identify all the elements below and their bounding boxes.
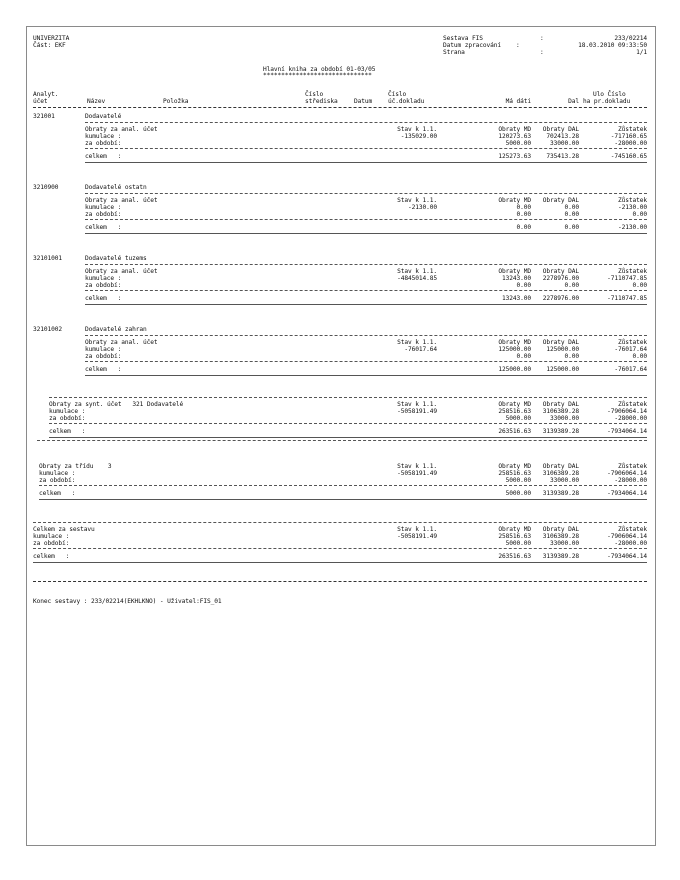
anal-kumulace-label: kumulace : (85, 204, 122, 211)
anal-stav: -4845014.85 (397, 275, 437, 282)
account-name: Dodavatelé (85, 113, 122, 120)
synt-obdobi-label: za období: (49, 415, 86, 422)
zaver-dal-label: Obraty DAL (542, 526, 579, 533)
anal-zust-label: Zůstatek (617, 268, 647, 275)
col-ha-pr-dokladu: ha pr.dokladu (583, 98, 631, 105)
anal-cum-dal: 702413.28 (546, 133, 579, 140)
anal-end-rule (85, 304, 647, 305)
footer-divider (33, 581, 647, 582)
anal-stav: -76017.64 (404, 346, 437, 353)
anal-celkem-label: celkem : (85, 224, 122, 231)
zaver-cum-dal: 3106389.28 (542, 533, 579, 540)
date-colon: : (516, 42, 520, 49)
synt-cum-dal: 3106389.28 (542, 408, 579, 415)
col-cislo-strediska: Číslo (305, 91, 324, 98)
anal-obraty-label: Obraty za anal. účet (85, 268, 158, 275)
anal-obraty-label: Obraty za anal. účet (85, 126, 158, 133)
anal-per-zust: 0.00 (632, 282, 647, 289)
anal-cum-dal: 125000.00 (546, 346, 579, 353)
anal-rule (85, 290, 647, 291)
trida-per-md: 5000.00 (505, 477, 531, 484)
report-label: Sestava FIS (443, 35, 483, 42)
trida-tot-zust: -7934064.14 (607, 490, 647, 497)
anal-per-md: 5000.00 (505, 140, 531, 147)
col-datum: Datum (354, 98, 373, 105)
account-name: Dodavatelé tuzems (85, 255, 147, 262)
anal-dal-label: Obraty DAL (542, 339, 579, 346)
trida-tot-dal: 3139389.28 (542, 490, 579, 497)
anal-cum-md: 125000.00 (498, 346, 531, 353)
report-number: 233/02214 (614, 35, 647, 42)
anal-zust-label: Zůstatek (617, 339, 647, 346)
anal-tot-dal: 0.00 (564, 224, 579, 231)
anal-md-label: Obraty MD (498, 126, 531, 133)
anal-cum-zust: -7110747.85 (607, 275, 647, 282)
anal-per-dal: 0.00 (564, 211, 579, 218)
anal-cum-md: 0.00 (516, 204, 531, 211)
anal-md-label: Obraty MD (498, 339, 531, 346)
anal-md-label: Obraty MD (498, 268, 531, 275)
synt-stav-label: Stav k 1.1. (397, 401, 437, 408)
trida-tot-md: 5000.00 (505, 490, 531, 497)
anal-tot-md: 125000.00 (498, 366, 531, 373)
trida-top-rule (37, 440, 647, 441)
anal-tot-zust: -2130.00 (617, 224, 647, 231)
date-label: Datum zpracování (443, 42, 502, 49)
anal-obraty-label: Obraty za anal. účet (85, 197, 158, 204)
col-ma-dati: Má dáti (505, 98, 531, 105)
anal-tot-zust: -7110747.85 (607, 295, 647, 302)
zaver-per-dal: 33000.00 (549, 540, 579, 547)
anal-cum-zust: -2130.00 (617, 204, 647, 211)
zaver-obraty-label: Celkem za sestavu (33, 526, 95, 533)
account-code: 32101002 (33, 326, 63, 333)
report-title: Hlavní kniha za období 01-03/05 (263, 66, 376, 73)
footer-text: Konec sestavy : 233/02214(EKHLKNO) - Uživatel:FIS_01 (33, 598, 222, 605)
org-part: Část: EKF (33, 42, 66, 49)
anal-celkem-label: celkem : (85, 295, 122, 302)
synt-per-dal: 33000.00 (549, 415, 579, 422)
anal-end-rule (85, 233, 647, 234)
synt-md-label: Obraty MD (498, 401, 531, 408)
anal-per-md: 0.00 (516, 211, 531, 218)
header-divider (33, 107, 647, 108)
synt-tot-md: 263516.63 (498, 428, 531, 435)
anal-cum-md: 120273.63 (498, 133, 531, 140)
anal-per-dal: 0.00 (564, 353, 579, 360)
zaver-stav-label: Stav k 1.1. (397, 526, 437, 533)
anal-per-dal: 0.00 (564, 282, 579, 289)
zaver-rule (33, 548, 647, 549)
anal-obdobi-label: za období: (85, 282, 122, 289)
zaver-stav: -5058191.49 (397, 533, 437, 540)
account-name: Dodavatelé ostatn (85, 184, 147, 191)
account-rule (85, 264, 647, 265)
zaver-obdobi-label: za období: (33, 540, 70, 547)
col-dal: Dal (568, 98, 579, 105)
account-code: 3210900 (33, 184, 59, 191)
anal-tot-md: 13243.00 (501, 295, 531, 302)
zaver-tot-md: 263516.63 (498, 553, 531, 560)
anal-per-md: 0.00 (516, 282, 531, 289)
anal-md-label: Obraty MD (498, 197, 531, 204)
anal-stav-label: Stav k 1.1. (397, 268, 437, 275)
org-name: UNIVERZITA (33, 35, 70, 42)
synt-celkem-label: celkem : (49, 428, 86, 435)
anal-zust-label: Zůstatek (617, 197, 647, 204)
zaver-zust-label: Zůstatek (617, 526, 647, 533)
account-code: 32101001 (33, 255, 63, 262)
anal-per-zust: 0.00 (632, 211, 647, 218)
anal-zust-label: Zůstatek (617, 126, 647, 133)
col-ucet: účet (33, 98, 48, 105)
page-label: Strana (443, 49, 465, 56)
anal-kumulace-label: kumulace : (85, 346, 122, 353)
anal-tot-zust: -745160.65 (610, 153, 647, 160)
account-name: Dodavatelé zahran (85, 326, 147, 333)
account-rule (85, 122, 647, 123)
synt-obraty-label: Obraty za synt. účet 321 Dodavatelé (49, 401, 184, 408)
synt-stav: -5058191.49 (397, 408, 437, 415)
anal-cum-zust: -76017.64 (614, 346, 647, 353)
trida-rule (39, 485, 647, 486)
anal-cum-dal: 0.00 (564, 204, 579, 211)
synt-tot-dal: 3139389.28 (542, 428, 579, 435)
zaver-celkem-label: celkem : (33, 553, 70, 560)
trida-dal-label: Obraty DAL (542, 463, 579, 470)
col-strediska: střediska (305, 98, 338, 105)
trida-per-zust: -28000.00 (614, 477, 647, 484)
synt-rule (49, 423, 647, 424)
trida-obraty-label: Obraty za třídu 3 (39, 463, 112, 470)
trida-cum-dal: 3106389.28 (542, 470, 579, 477)
account-code: 321001 (33, 113, 55, 120)
page-colon: : (540, 49, 544, 56)
anal-obdobi-label: za období: (85, 140, 122, 147)
anal-tot-md: 125273.63 (498, 153, 531, 160)
title-underline: ****************************** (263, 72, 372, 79)
trida-celkem-label: celkem : (39, 490, 76, 497)
synt-per-zust: -28000.00 (614, 415, 647, 422)
trida-end-rule (39, 499, 647, 500)
col-uc-dokladu: úč.dokladu (388, 98, 425, 105)
synt-end-rule (49, 437, 647, 438)
anal-end-rule (85, 162, 647, 163)
account-rule (85, 193, 647, 194)
anal-tot-dal: 2278976.00 (542, 295, 579, 302)
anal-cum-zust: -717160.65 (610, 133, 647, 140)
anal-stav-label: Stav k 1.1. (397, 339, 437, 346)
anal-per-zust: -28000.00 (614, 140, 647, 147)
anal-per-md: 0.00 (516, 353, 531, 360)
processing-date: 18.03.2010 09:33:50 (578, 42, 647, 49)
synt-zust-label: Zůstatek (617, 401, 647, 408)
anal-dal-label: Obraty DAL (542, 268, 579, 275)
anal-stav-label: Stav k 1.1. (397, 126, 437, 133)
anal-rule (85, 219, 647, 220)
trida-md-label: Obraty MD (498, 463, 531, 470)
anal-per-zust: 0.00 (632, 353, 647, 360)
synt-tot-zust: -7934064.14 (607, 428, 647, 435)
anal-per-dal: 33000.00 (549, 140, 579, 147)
synt-kumulace-label: kumulace : (49, 408, 86, 415)
anal-rule (85, 361, 647, 362)
trida-stav: -5058191.49 (397, 470, 437, 477)
anal-cum-dal: 2278976.00 (542, 275, 579, 282)
trida-cum-zust: -7906064.14 (607, 470, 647, 477)
trida-kumulace-label: kumulace : (39, 470, 76, 477)
trida-obdobi-label: za období: (39, 477, 76, 484)
anal-tot-dal: 735413.28 (546, 153, 579, 160)
synt-cum-md: 258516.63 (498, 408, 531, 415)
anal-obdobi-label: za období: (85, 211, 122, 218)
anal-dal-label: Obraty DAL (542, 126, 579, 133)
anal-tot-zust: -76017.64 (614, 366, 647, 373)
anal-tot-dal: 125000.00 (546, 366, 579, 373)
col-ulo-cislo: Ulo Číslo (593, 91, 626, 98)
anal-celkem-label: celkem : (85, 153, 122, 160)
anal-dal-label: Obraty DAL (542, 197, 579, 204)
anal-tot-md: 0.00 (516, 224, 531, 231)
zaver-top-rule (33, 522, 647, 523)
anal-obdobi-label: za období: (85, 353, 122, 360)
col-polozka: Položka (163, 98, 189, 105)
zaver-tot-dal: 3139389.28 (542, 553, 579, 560)
anal-end-rule (85, 375, 647, 376)
anal-cum-md: 13243.00 (501, 275, 531, 282)
col-cislo-dokladu: Číslo (388, 91, 407, 98)
zaver-kumulace-label: kumulace : (33, 533, 70, 540)
trida-per-dal: 33000.00 (549, 477, 579, 484)
trida-cum-md: 258516.63 (498, 470, 531, 477)
col-analyt: Analyt. (33, 91, 59, 98)
report-colon: : (540, 35, 544, 42)
anal-stav: -2130.00 (407, 204, 437, 211)
anal-kumulace-label: kumulace : (85, 133, 122, 140)
zaver-per-zust: -28000.00 (614, 540, 647, 547)
zaver-cum-zust: -7906064.14 (607, 533, 647, 540)
col-nazev: Název (87, 98, 106, 105)
synt-cum-zust: -7906064.14 (607, 408, 647, 415)
anal-celkem-label: celkem : (85, 366, 122, 373)
page-number: 1/1 (636, 49, 647, 56)
report-sheet (26, 26, 656, 846)
synt-dal-label: Obraty DAL (542, 401, 579, 408)
anal-rule (85, 148, 647, 149)
synt-per-md: 5000.00 (505, 415, 531, 422)
anal-stav: -135029.00 (400, 133, 437, 140)
zaver-md-label: Obraty MD (498, 526, 531, 533)
zaver-per-md: 5000.00 (505, 540, 531, 547)
zaver-cum-md: 258516.63 (498, 533, 531, 540)
zaver-tot-zust: -7934064.14 (607, 553, 647, 560)
zaver-end-rule (33, 562, 647, 563)
synt-top-rule (49, 397, 647, 398)
anal-stav-label: Stav k 1.1. (397, 197, 437, 204)
anal-kumulace-label: kumulace : (85, 275, 122, 282)
trida-stav-label: Stav k 1.1. (397, 463, 437, 470)
trida-zust-label: Zůstatek (617, 463, 647, 470)
account-rule (85, 335, 647, 336)
anal-obraty-label: Obraty za anal. účet (85, 339, 158, 346)
